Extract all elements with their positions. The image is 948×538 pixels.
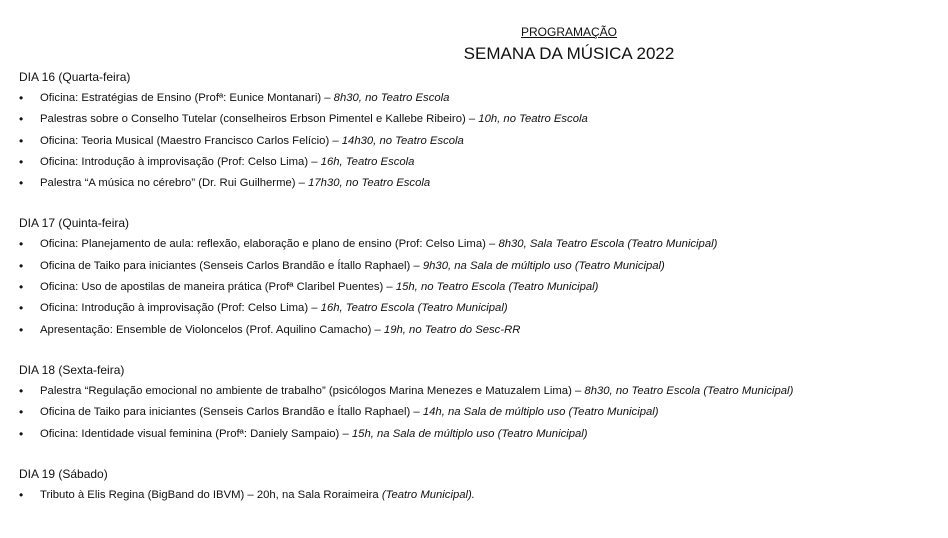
item-time-location: 8h30, no Teatro Escola bbox=[333, 92, 450, 104]
day-heading: DIA 19 (Sábado) bbox=[19, 466, 108, 481]
item-time-location: 14h, na Sala de múltiplo uso (Teatro Municipal) bbox=[422, 406, 659, 419]
item-activity: Tributo à Elis Regina (BigBand do IBVM) – 20h, na Sala Roraimeira bbox=[40, 488, 382, 501]
bullet-icon: • bbox=[19, 133, 24, 148]
bullet-icon: • bbox=[19, 258, 24, 273]
item-activity: Oficina: Identidade visual feminina (Profª: Daniely Sampaio) – bbox=[40, 427, 352, 440]
item-time-location: 14h30, no Teatro Escola bbox=[341, 134, 464, 147]
bullet-icon: • bbox=[19, 405, 24, 420]
bullet-icon: • bbox=[19, 301, 24, 316]
bullet-icon: • bbox=[19, 112, 24, 127]
bullet-icon: • bbox=[19, 91, 24, 105]
schedule-item bbox=[19, 426, 939, 447]
schedule-item bbox=[19, 154, 939, 175]
day-section bbox=[19, 466, 939, 508]
item-time-location: (Teatro Municipal). bbox=[381, 488, 475, 501]
event-title: SEMANA DA MÚSICA 2022 bbox=[463, 44, 675, 63]
item-time-location: 16h, Teatro Escola (Teatro Municipal) bbox=[320, 302, 508, 315]
bullet-icon: • bbox=[19, 487, 24, 502]
schedule bbox=[19, 69, 939, 527]
item-activity: Oficina: Estratégias de Ensino (Profª: Eunice Montanari) – bbox=[40, 92, 334, 104]
schedule-item bbox=[19, 258, 939, 279]
bullet-icon: • bbox=[19, 237, 24, 252]
item-activity: Oficina de Taiko para iniciantes (Senseis Carlos Brandão e Ítallo Raphael) – bbox=[40, 406, 423, 419]
day-heading: DIA 16 (Quarta-feira) bbox=[19, 70, 131, 84]
item-activity: Apresentação: Ensemble de Violoncelos (Prof. Aquilino Camacho) – bbox=[40, 323, 384, 336]
item-activity: Palestras sobre o Conselho Tutelar (conselheiros Erbson Pimentel e Kallebe Ribeiro) – bbox=[40, 113, 479, 126]
item-time-location: 15h, na Sala de múltiplo uso (Teatro Municipal) bbox=[351, 427, 588, 440]
item-activity: Palestra “Regulação emocional no ambiente de trabalho” (psicólogos Marina Menezes e Matuzalem Lima) – bbox=[40, 384, 585, 397]
schedule-item bbox=[19, 133, 939, 154]
item-activity: Oficina: Planejamento de aula: reflexão, elaboração e plano de ensino (Prof: Celso Lima) – bbox=[40, 238, 499, 251]
item-time-location: 9h30, na Sala de múltiplo uso (Teatro Municipal) bbox=[422, 259, 665, 272]
day-section bbox=[19, 362, 939, 447]
item-activity: Palestra “A música no cérebro” (Dr. Rui Guilherme) – bbox=[40, 177, 309, 190]
schedule-item bbox=[19, 236, 939, 257]
item-time-location: 10h, no Teatro Escola bbox=[478, 113, 588, 126]
bullet-icon: • bbox=[19, 154, 24, 169]
schedule-item bbox=[19, 383, 939, 404]
item-time-location: 17h30, no Teatro Escola bbox=[308, 177, 431, 190]
day-section bbox=[19, 215, 939, 342]
bullet-icon: • bbox=[19, 322, 24, 337]
item-activity: Oficina: Uso de apostilas de maneira prática (Profª Claribel Puentes) – bbox=[40, 281, 396, 294]
program-kicker: PROGRAMAÇÃO bbox=[520, 25, 617, 39]
bullet-icon: • bbox=[19, 176, 24, 191]
item-time-location: 15h, no Teatro Escola (Teatro Municipal) bbox=[395, 281, 599, 294]
schedule-item bbox=[19, 111, 939, 132]
day-heading: DIA 18 (Sexta-feira) bbox=[19, 362, 125, 377]
item-activity: Oficina de Taiko para iniciantes (Senseis Carlos Brandão e Ítallo Raphael) – bbox=[40, 259, 423, 272]
item-activity: Oficina: Teoria Musical (Maestro Francisco Carlos Felício) – bbox=[40, 134, 342, 147]
schedule-item bbox=[19, 279, 939, 300]
item-time-location: 8h30, no Teatro Escola (Teatro Municipal) bbox=[584, 384, 794, 397]
schedule-item bbox=[19, 322, 939, 343]
schedule-item bbox=[19, 300, 939, 321]
item-activity: Oficina: Introdução à improvisação (Prof: Celso Lima) – bbox=[40, 155, 321, 168]
bullet-icon: • bbox=[19, 280, 24, 295]
schedule-item bbox=[19, 175, 939, 196]
bullet-icon: • bbox=[19, 426, 24, 441]
day-section bbox=[19, 69, 939, 196]
item-time-location: 16h, Teatro Escola bbox=[320, 155, 415, 168]
day-heading: DIA 17 (Quinta-feira) bbox=[19, 216, 130, 231]
schedule-item bbox=[19, 90, 939, 111]
schedule-item bbox=[19, 487, 939, 508]
item-time-location: 19h, no Teatro do Sesc-RR bbox=[383, 323, 521, 336]
item-time-location: 8h30, Sala Teatro Escola (Teatro Municipal) bbox=[498, 238, 718, 251]
schedule-item bbox=[19, 404, 939, 425]
bullet-icon: • bbox=[19, 383, 24, 398]
item-activity: Oficina: Introdução à improvisação (Prof: Celso Lima) – bbox=[40, 302, 321, 315]
